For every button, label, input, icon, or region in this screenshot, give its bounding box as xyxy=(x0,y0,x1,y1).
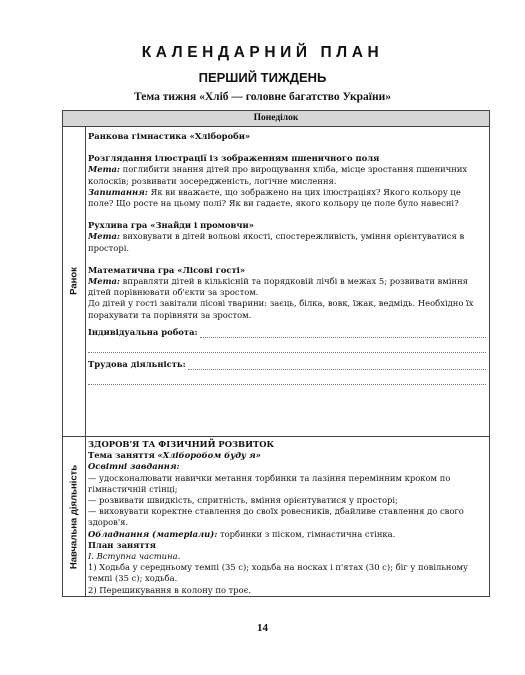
game2-title: Математична гра «Лісові гості» xyxy=(88,264,246,275)
week-subtitle: ПЕРШИЙ ТИЖДЕНЬ xyxy=(198,70,327,85)
game2-goal: Мета: вправляти дітей в кількісній та порядковій лічбі в межах 5; розвивати вміння дітей порівнювати об'єкти за зростом. xyxy=(88,276,468,298)
task-2: — розвивати швидкість, спритність, вміння орієнтуватися у просторі; xyxy=(88,495,398,506)
study-row xyxy=(63,437,489,596)
game1-goal: Мета: виховувати в дітей вольові якості, спостережливість, уміння орієнтуватися в просторі. xyxy=(88,231,465,253)
game2-text: До дітей у гості завітали лісові тварини: заєць, білка, вовк, їжак, ведмідь. Необхідно їх порахувати та порівняти за зростом. xyxy=(88,298,474,320)
page-number: 14 xyxy=(257,622,268,634)
plan-table xyxy=(62,110,490,597)
part-1: І. Вступна частина. xyxy=(88,551,181,562)
study-side-cell xyxy=(63,437,86,596)
study-label: Навчальна діяльність xyxy=(68,464,80,569)
task-1: — удосконалювати навички метання торбинки та лазіння перемінним кроком по гімнастичній стінці; xyxy=(88,472,451,494)
day-header: Понеділок xyxy=(63,111,489,127)
look-goal: Мета: поглибити знання дітей про вирощування хліба, місце зростання пшеничних колосків; розвивати зосередженість, логічне мислення. xyxy=(88,164,468,186)
morning-content xyxy=(88,131,486,385)
individual-work-field xyxy=(88,327,486,338)
morning-side-cell xyxy=(63,126,86,436)
look-title: Розглядання ілюстрації із зображенням пшеничного поля xyxy=(88,153,380,164)
equipment: Обладнання (матеріали): торбинки з піском, гімнастична стінка. xyxy=(88,528,396,539)
individual-work-label: Індивідуальна робота: xyxy=(88,326,198,337)
morning-row xyxy=(63,126,489,437)
step-2: 2) Перешикування в колону по троє. xyxy=(88,584,252,595)
labor-line xyxy=(88,370,486,385)
look-questions: Запитання: Як ви вважаєте, що зображено на цих ілюстраціях? Якого кольору це поле? Що росте на цьому полі? Як ви гадаєте, якого кольору це поле було навесні? xyxy=(88,186,461,209)
page-title: КАЛЕНДАРНИЙ ПЛАН xyxy=(141,44,384,61)
game1-title: Рухлива гра «Знайди і промовчи» xyxy=(88,220,254,231)
task-3: — виховувати коректне ставлення до своїх ровесників, дбайливе ставлення до свого здоров'я. xyxy=(88,506,464,528)
tasks-label: Освітні завдання: xyxy=(88,461,180,472)
morning-label: Ранок xyxy=(68,267,80,295)
gymnastics-title: Ранкова гімнастика «Хлібороби» xyxy=(88,131,251,141)
week-theme: Тема тижня «Хліб — головне багатство України» xyxy=(134,91,391,103)
individual-work-line xyxy=(88,338,486,353)
labor-field xyxy=(88,359,486,370)
step-1: 1) Ходьба у середньому темпі (35 с); ходьба на носках і п'ятах (30 с); біг у повільному темпі (35 с); ходьба. xyxy=(88,562,468,584)
plan-label: План заняття xyxy=(88,539,156,550)
study-content xyxy=(88,439,486,596)
labor-label: Трудова діяльність: xyxy=(88,359,186,370)
study-heading: ЗДОРОВ'Я ТА ФІЗИЧНИЙ РОЗВИТОК xyxy=(88,439,275,449)
study-topic: Тема заняття «Хліборобом буду я» xyxy=(88,450,261,461)
